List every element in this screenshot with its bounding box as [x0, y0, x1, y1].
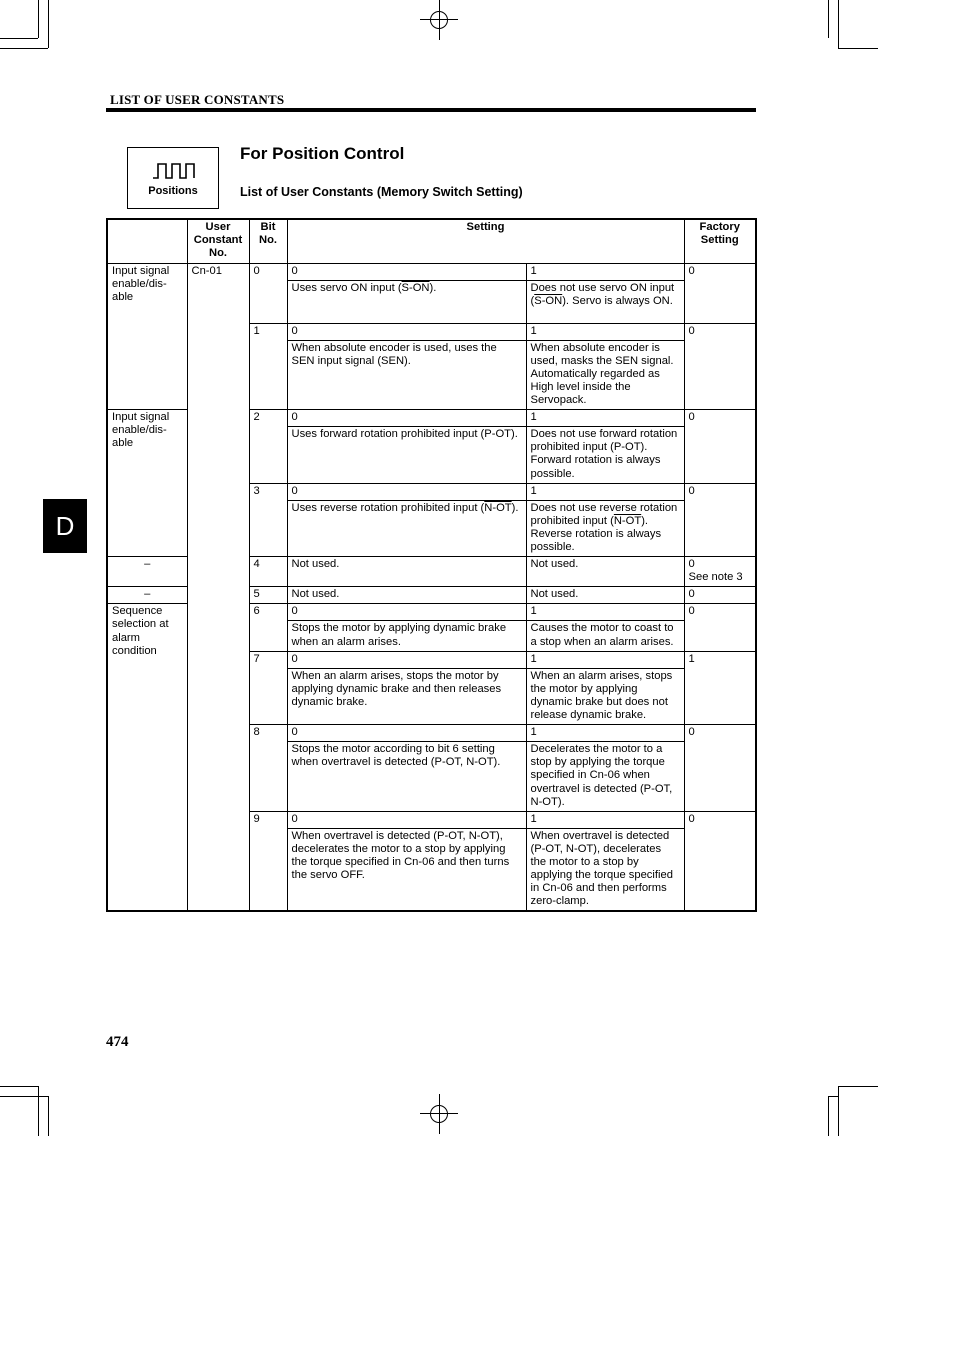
- crop-mark: [0, 48, 48, 49]
- crop-mark: [828, 1096, 838, 1097]
- user-constants-table: [106, 218, 757, 912]
- setting-value-0: 0: [287, 604, 526, 621]
- setting-desc-0: Uses reverse rotation prohibited input (N-OT).: [287, 500, 526, 556]
- bit-number: 0: [249, 263, 287, 323]
- bit-number: 2: [249, 410, 287, 483]
- registration-mark: [439, 0, 440, 40]
- setting-value-1: 1: [526, 811, 684, 828]
- setting-desc-1: Not used.: [526, 587, 684, 604]
- setting-desc-0: Stops the motor by applying dynamic brake when an alarm arises.: [287, 621, 526, 651]
- setting-desc-0: Not used.: [287, 557, 526, 587]
- crop-mark: [38, 1086, 39, 1136]
- crop-mark: [48, 1096, 49, 1136]
- setting-desc-1: When overtravel is detected (P-OT, N-OT), decelerates the motor to a stop by applying the torque specified in Cn-06 and then performs zero-clamp.: [526, 828, 684, 911]
- setting-value-0: 0: [287, 725, 526, 742]
- header-bit: Bit No.: [249, 219, 287, 263]
- section-title: For Position Control: [240, 144, 405, 163]
- crop-mark: [838, 48, 878, 49]
- bit-number: 5: [249, 587, 287, 604]
- header-factory: Factory Setting: [684, 219, 756, 263]
- setting-desc-0: Stops the motor according to bit 6 setting when overtravel is detected (P-OT, N-OT).: [287, 742, 526, 811]
- factory-note: See note 3: [688, 571, 743, 584]
- setting-desc-0: Uses forward rotation prohibited input (P-OT).: [287, 427, 526, 483]
- pulse-train-icon: [152, 161, 196, 181]
- section-subtitle: List of User Constants (Memory Switch Setting): [240, 185, 523, 199]
- setting-value-0: 0: [287, 323, 526, 340]
- factory-setting: 0: [684, 263, 756, 323]
- table-row: [107, 263, 756, 280]
- positions-icon-box: [127, 147, 219, 209]
- setting-desc-1: Does not use servo ON input (S-ON). Servo is always ON.: [526, 280, 684, 323]
- group-input-signal: Input signal enable/dis- able: [107, 263, 187, 410]
- bit-number: 7: [249, 651, 287, 724]
- factory-setting: 1: [684, 651, 756, 724]
- factory-setting: 0: [684, 811, 756, 911]
- bit-number: 4: [249, 557, 287, 587]
- crop-mark: [48, 0, 49, 48]
- header-constant: User Constant No.: [187, 219, 249, 263]
- group-unused: –: [107, 557, 187, 587]
- setting-value-0: 0: [287, 651, 526, 668]
- header-blank: [107, 219, 187, 263]
- factory-setting: 0: [684, 323, 756, 410]
- setting-desc-1: Does not use forward rotation prohibited input (P-OT). Forward rotation is always possible.: [526, 427, 684, 483]
- factory-setting: 0: [684, 604, 756, 651]
- setting-desc-0: Not used.: [287, 587, 526, 604]
- group-unused: –: [107, 587, 187, 604]
- setting-desc-1: Does not use reverse rotation prohibited input (N-OT). Reverse rotation is always possible.: [526, 500, 684, 556]
- setting-desc-0: When absolute encoder is used, uses the SEN input signal (SEN).: [287, 340, 526, 409]
- header-setting: Setting: [287, 219, 684, 263]
- icon-label: Positions: [148, 185, 198, 197]
- setting-value-1: 1: [526, 604, 684, 621]
- factory-setting: 0: [684, 410, 756, 483]
- crop-mark: [828, 1096, 829, 1136]
- factory-setting: 0: [684, 725, 756, 812]
- setting-value-1: 1: [526, 263, 684, 280]
- crop-mark: [0, 1086, 38, 1087]
- bit-number: 6: [249, 604, 287, 651]
- table-header-row: [107, 219, 756, 263]
- setting-value-0: 0: [287, 263, 526, 280]
- setting-desc-1: When absolute encoder is used, masks the SEN signal. Automatically regarded as High level inside the Servopack.: [526, 340, 684, 409]
- crop-mark: [838, 0, 839, 48]
- group-input-signal: Input signal enable/dis- able: [107, 410, 187, 557]
- crop-mark: [838, 1086, 839, 1136]
- setting-desc-1: When an alarm arises, stops the motor by applying dynamic brake but does not release dynamic brake.: [526, 668, 684, 724]
- constant-number: Cn-01: [187, 263, 249, 911]
- setting-value-0: 0: [287, 811, 526, 828]
- crop-mark: [838, 1086, 878, 1087]
- setting-desc-1: Decelerates the motor to a stop by applying the torque specified in Cn-06 when overtravel is detected (P-OT, N-OT).: [526, 742, 684, 811]
- crop-mark: [0, 38, 38, 39]
- setting-desc-0: When an alarm arises, stops the motor by applying dynamic brake and then releases dynamic brake.: [287, 668, 526, 724]
- bit-number: 3: [249, 483, 287, 556]
- bit-number: 8: [249, 725, 287, 812]
- setting-value-1: 1: [526, 483, 684, 500]
- setting-desc-0: When overtravel is detected (P-OT, N-OT), decelerates the motor to a stop by applying the torque specified in Cn-06 and then turns the servo OFF.: [287, 828, 526, 911]
- running-header: LIST OF USER CONSTANTS: [110, 92, 285, 107]
- bit-number: 1: [249, 323, 287, 410]
- registration-mark: [439, 1094, 440, 1134]
- factory-setting: 0 See note 3: [684, 557, 756, 587]
- bit-number: 9: [249, 811, 287, 911]
- factory-setting: 0: [684, 483, 756, 556]
- setting-value-1: 1: [526, 725, 684, 742]
- setting-value-1: 1: [526, 651, 684, 668]
- crop-mark: [828, 0, 829, 38]
- page-number: 474: [106, 1034, 129, 1050]
- setting-value-0: 0: [287, 410, 526, 427]
- header-rule: [106, 108, 756, 112]
- setting-desc-1: Causes the motor to coast to a stop when an alarm arises.: [526, 621, 684, 651]
- factory-setting: 0: [684, 587, 756, 604]
- chapter-tab: D: [43, 499, 87, 553]
- setting-value-1: 1: [526, 410, 684, 427]
- setting-value-0: 0: [287, 483, 526, 500]
- setting-value-1: 1: [526, 323, 684, 340]
- crop-mark: [38, 0, 39, 38]
- setting-desc-1: Not used.: [526, 557, 684, 587]
- group-sequence-selection: Sequence selection at alarm condition: [107, 604, 187, 911]
- crop-mark: [0, 1096, 48, 1097]
- setting-desc-0: Uses servo ON input (S-ON).: [287, 280, 526, 323]
